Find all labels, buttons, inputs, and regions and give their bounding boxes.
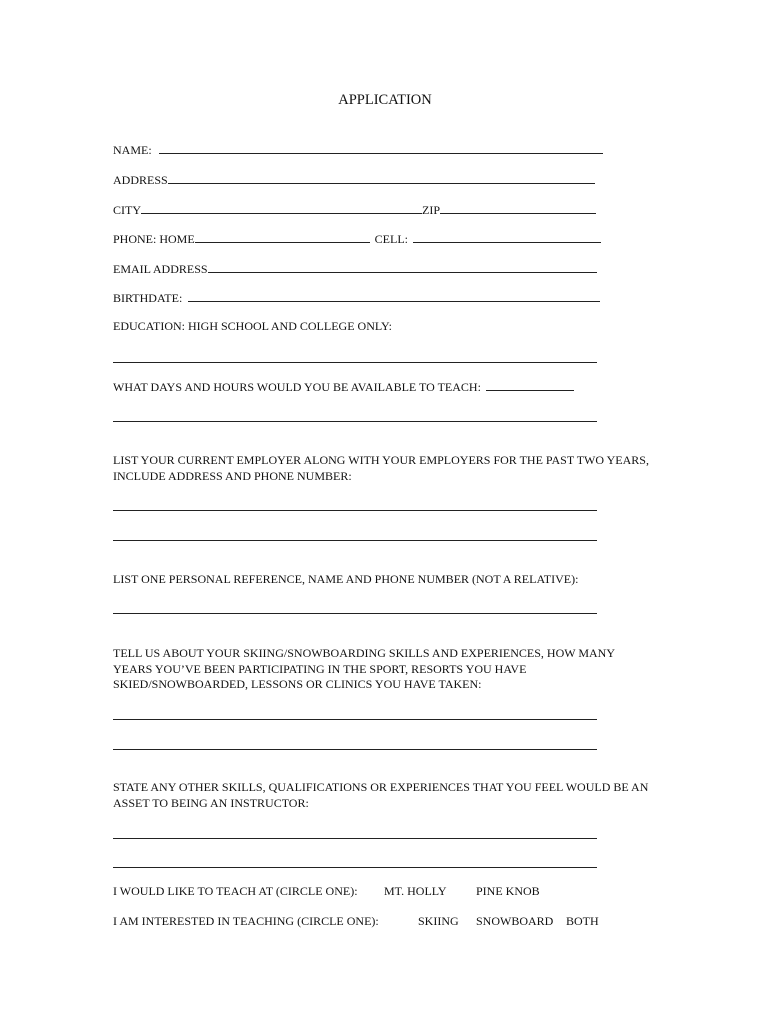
city-field[interactable] <box>141 201 422 214</box>
availability-row <box>113 378 574 395</box>
option-skiing[interactable]: SKIING <box>418 914 459 928</box>
birthdate-field[interactable] <box>188 289 600 302</box>
city-zip-row <box>113 201 596 218</box>
reference-prompt: LIST ONE PERSONAL REFERENCE, NAME AND PHONE NUMBER (NOT A RELATIVE): <box>113 572 579 586</box>
availability-inline-field[interactable] <box>486 378 574 391</box>
option-pine-knob[interactable]: PINE KNOB <box>476 884 540 898</box>
address-field[interactable] <box>168 171 595 184</box>
skills-field-2[interactable] <box>113 749 597 750</box>
city-label: CITY <box>113 203 141 217</box>
birthdate-label: BIRTHDATE: <box>113 291 183 305</box>
email-row <box>113 260 597 277</box>
email-field[interactable] <box>208 260 597 273</box>
birthdate-row <box>113 289 600 306</box>
option-snowboard[interactable]: SNOWBOARD <box>476 914 554 928</box>
phone-home-label: PHONE: HOME <box>113 232 195 246</box>
other-skills-prompt: STATE ANY OTHER SKILLS, QUALIFICATIONS OR EXPERIENCES THAT YOU FEEL WOULD BE AN ASSET TO BEING AN INSTRUCTOR: <box>113 780 649 810</box>
address-label: ADDRESS <box>113 173 168 187</box>
phone-row <box>113 230 601 247</box>
option-mt-holly[interactable]: MT. HOLLY <box>384 884 447 898</box>
other-skills-field-2[interactable] <box>113 867 597 868</box>
name-row <box>113 141 603 158</box>
reference-field[interactable] <box>113 613 597 614</box>
interest-label: I AM INTERESTED IN TEACHING (CIRCLE ONE): <box>113 914 379 928</box>
education-field[interactable] <box>113 362 597 363</box>
phone-home-field[interactable] <box>195 230 370 243</box>
skills-prompt: TELL US ABOUT YOUR SKIING/SNOWBOARDING SKILLS AND EXPERIENCES, HOW MANY YEARS YOU’VE BEEN PARTICIPATING IN THE SPORT, RESORTS YOU HAVE SKIED/SNOWBOARDED, LESSONS OR CLINICS YOU HAVE TAKEN: <box>113 646 615 691</box>
employer-prompt: LIST YOUR CURRENT EMPLOYER ALONG WITH YOUR EMPLOYERS FOR THE PAST TWO YEARS, INCLUDE ADDRESS AND PHONE NUMBER: <box>113 453 649 483</box>
name-label: NAME: <box>113 143 152 157</box>
education-label: EDUCATION: HIGH SCHOOL AND COLLEGE ONLY: <box>113 319 392 333</box>
zip-label: ZIP <box>422 203 440 217</box>
skills-field-1[interactable] <box>113 719 597 720</box>
cell-field[interactable] <box>413 230 601 243</box>
address-row <box>113 171 595 188</box>
form-title: APPLICATION <box>338 92 432 108</box>
zip-field[interactable] <box>440 201 596 214</box>
availability-field[interactable] <box>113 421 597 422</box>
name-field[interactable] <box>159 141 603 154</box>
employer-field-2[interactable] <box>113 540 597 541</box>
cell-label: CELL: <box>374 232 408 246</box>
availability-label: WHAT DAYS AND HOURS WOULD YOU BE AVAILABLE TO TEACH: <box>113 380 481 394</box>
email-label: EMAIL ADDRESS <box>113 262 208 276</box>
other-skills-field-1[interactable] <box>113 838 597 839</box>
teach-at-label: I WOULD LIKE TO TEACH AT (CIRCLE ONE): <box>113 884 358 898</box>
employer-field-1[interactable] <box>113 510 597 511</box>
option-both[interactable]: BOTH <box>566 914 599 928</box>
